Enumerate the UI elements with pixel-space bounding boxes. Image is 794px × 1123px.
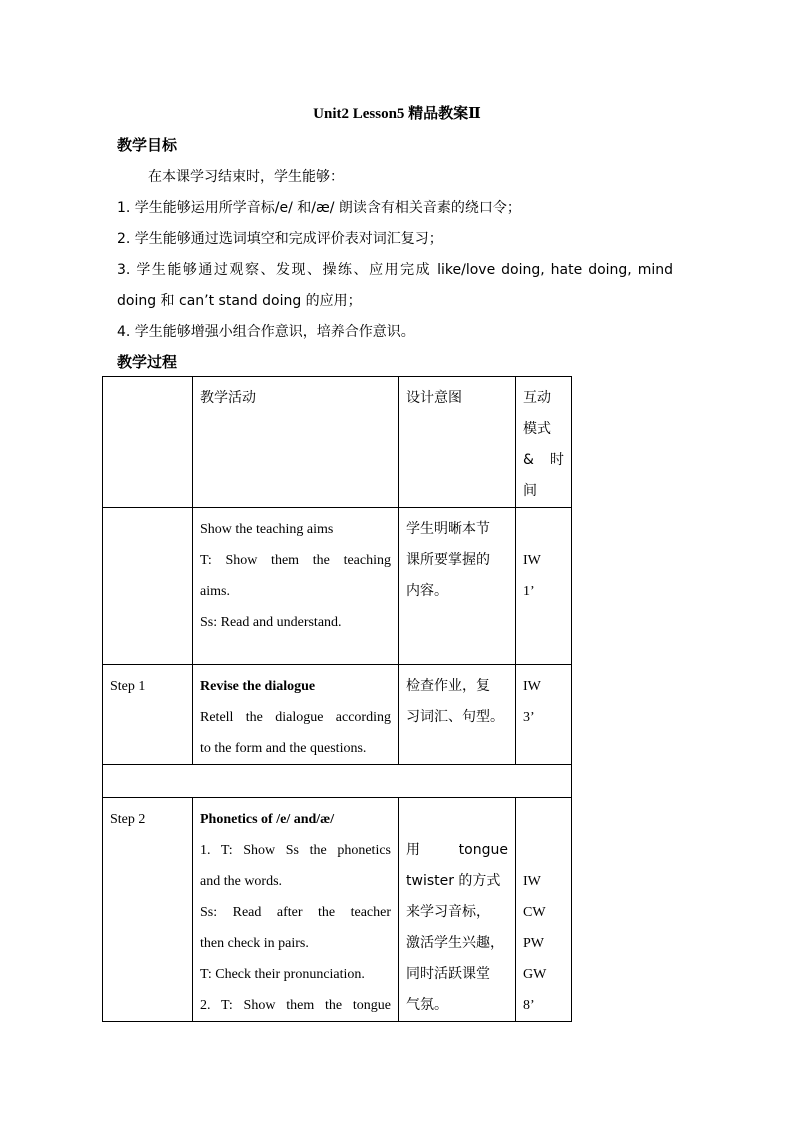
intent-line: 内容。 bbox=[406, 583, 448, 599]
teaching-process-table bbox=[102, 376, 572, 1022]
activity-title: Revise the dialogue bbox=[200, 679, 316, 694]
activity-line: 2. T: Show them the tongue bbox=[200, 998, 391, 1013]
activity-line: to the form and the questions. bbox=[200, 741, 367, 756]
intent-cell bbox=[399, 798, 516, 1022]
activity-cell bbox=[193, 798, 399, 1022]
goal-item-1: 1. 学生能够运用所学音标/e/ 和/æ/ 朗读含有相关音素的绕口令； bbox=[117, 200, 521, 216]
header-step-cell bbox=[103, 377, 193, 508]
activity-line: Ss: Read after the teacher bbox=[200, 905, 391, 920]
intent-cell bbox=[399, 665, 516, 765]
step-cell: Step 1 bbox=[103, 665, 193, 765]
activity-line: Retell the dialogue according bbox=[200, 710, 391, 725]
table-row-step-2 bbox=[103, 798, 572, 1022]
mode-line: GW bbox=[523, 967, 547, 982]
activity-cell bbox=[193, 508, 399, 665]
step-cell bbox=[103, 508, 193, 665]
intent-cell bbox=[399, 508, 516, 665]
goal-item-2: 2. 学生能够通过选词填空和完成评价表对词汇复习； bbox=[117, 231, 443, 247]
activity-title: Phonetics of /e/ and/æ/ bbox=[200, 812, 335, 827]
mode-line: CW bbox=[523, 905, 546, 920]
intent-line: 学生明晰本节 bbox=[406, 521, 490, 537]
mode-line: 8’ bbox=[523, 998, 535, 1013]
header-mode bbox=[516, 377, 572, 508]
header-mode-line: 互动 bbox=[523, 390, 551, 406]
activity-line: then check in pairs. bbox=[200, 936, 309, 951]
intent-line: 气氛。 bbox=[406, 997, 448, 1013]
mode-line: 1’ bbox=[523, 584, 535, 599]
goals-intro: 在本课学习结束时，学生能够： bbox=[148, 169, 344, 185]
activity-line: T: Check their pronunciation. bbox=[200, 967, 365, 982]
header-mode-line: 模式 bbox=[523, 421, 551, 437]
table-row-aims bbox=[103, 508, 572, 665]
document-title: Unit2 Lesson5 精品教案Ⅱ bbox=[313, 106, 481, 122]
intent-line: 用 tongue bbox=[406, 842, 508, 858]
activity-line: aims. bbox=[200, 584, 230, 599]
table-row-step-1 bbox=[103, 665, 572, 765]
mode-line: 3’ bbox=[523, 710, 535, 725]
header-intent: 设计意图 bbox=[399, 377, 516, 508]
mode-line bbox=[523, 514, 564, 545]
intent-line: 检查作业，复 bbox=[406, 678, 490, 694]
intent-line: twister 的方式 bbox=[406, 873, 501, 889]
intent-line: 激活学生兴趣， bbox=[406, 935, 504, 951]
goal-item-3-continued: doing 和 can’t stand doing 的应用； bbox=[117, 293, 362, 309]
table-row-spacer bbox=[103, 765, 572, 798]
intent-line: 同时活跃课堂 bbox=[406, 966, 490, 982]
intent-line: 课所要掌握的 bbox=[406, 552, 490, 568]
table-header-row bbox=[103, 377, 572, 508]
intent-line: 来学习音标， bbox=[406, 904, 490, 920]
goal-item-4: 4. 学生能够增强小组合作意识，培养合作意识。 bbox=[117, 324, 415, 340]
mode-line bbox=[523, 804, 564, 835]
mode-line bbox=[523, 835, 564, 866]
mode-cell bbox=[516, 798, 572, 1022]
intent-line bbox=[406, 804, 508, 835]
section-heading-process: 教学过程 bbox=[117, 353, 178, 371]
header-mode-line: & 时 bbox=[523, 452, 564, 468]
section-heading-goals: 教学目标 bbox=[117, 136, 178, 154]
activity-line: Show the teaching aims bbox=[200, 522, 334, 537]
goal-item-3: 3. 学生能够通过观察、发现、操练、应用完成 like/love doing, hate doing, mind bbox=[117, 262, 673, 278]
activity-line: and the words. bbox=[200, 874, 283, 889]
mode-cell bbox=[516, 665, 572, 765]
activity-line: T: Show them the teaching bbox=[200, 553, 391, 568]
activity-cell bbox=[193, 665, 399, 765]
mode-line: IW bbox=[523, 679, 541, 694]
empty-merged-cell bbox=[103, 765, 572, 798]
mode-cell bbox=[516, 508, 572, 665]
mode-line: IW bbox=[523, 874, 541, 889]
mode-line: PW bbox=[523, 936, 544, 951]
intent-line: 习词汇、句型。 bbox=[406, 709, 504, 725]
header-mode-line: 间 bbox=[523, 483, 537, 499]
activity-line: Ss: Read and understand. bbox=[200, 615, 342, 630]
step-cell: Step 2 bbox=[103, 798, 193, 1022]
mode-line: IW bbox=[523, 553, 541, 568]
activity-line: 1. T: Show Ss the phonetics bbox=[200, 843, 391, 858]
header-activity: 教学活动 bbox=[193, 377, 399, 508]
